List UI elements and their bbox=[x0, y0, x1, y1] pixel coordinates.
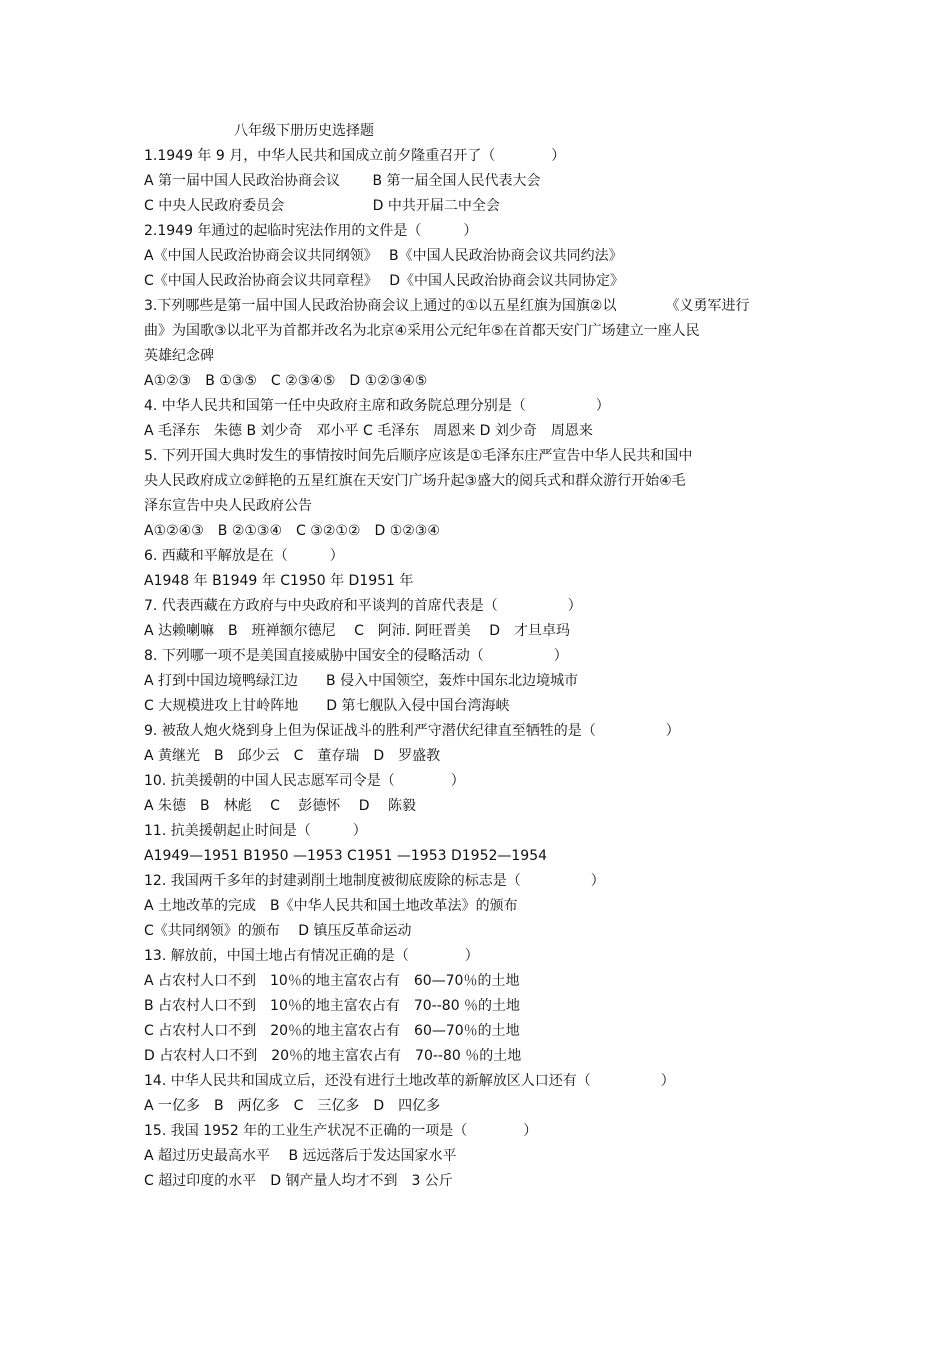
text-line: C 占农村人口不到 20％的地主富农占有 60—70％的土地 bbox=[144, 1023, 520, 1039]
text-line: A 一亿多 B 两亿多 C 三亿多 D 四亿多 bbox=[144, 1098, 441, 1114]
question-list bbox=[144, 146, 824, 1196]
text-line: 6. 西藏和平解放是在（ ） bbox=[144, 548, 344, 564]
text-line: 泽东宣告中央人民政府公告 bbox=[144, 498, 312, 514]
text-line: 4. 中华人民共和国第一任中央政府主席和政务院总理分别是（ ） bbox=[144, 398, 610, 414]
text-line: A 土地改革的完成 B《中华人民共和国土地改革法》的颁布 bbox=[144, 898, 518, 914]
text-line: A 黄继光 B 邱少云 C 董存瑞 D 罗盛教 bbox=[144, 748, 441, 764]
text-line: A 打到中国边境鸭绿江边 B 侵入中国领空，轰炸中国东北边境城市 bbox=[144, 673, 579, 689]
document-title: 八年级下册历史选择题 bbox=[234, 123, 374, 139]
text-line: D 占农村人口不到 20％的地主富农占有 70--80 ％的土地 bbox=[144, 1048, 522, 1064]
text-line: A 第一届中国人民政治协商会议 B 第一届全国人民代表大会 bbox=[144, 173, 541, 189]
text-line: A 朱德 B 林彪 C 彭德怀 D 陈毅 bbox=[144, 798, 416, 814]
text-line: 10. 抗美援朝的中国人民志愿军司令是（ ） bbox=[144, 773, 465, 789]
text-line: A①②③ B ①③⑤ C ②③④⑤ D ①②③④⑤ bbox=[144, 373, 428, 389]
text-line: A 超过历史最高水平 B 远远落后于发达国家水平 bbox=[144, 1148, 457, 1164]
text-line: 5. 下列开国大典时发生的事情按时间先后顺序应该是①毛泽东庄严宣告中华人民共和国中 bbox=[144, 448, 693, 464]
text-line: C《中国人民政治协商会议共同章程》 D《中国人民政治协商会议共同协定》 bbox=[144, 273, 625, 289]
text-line: B 占农村人口不到 10％的地主富农占有 70--80 ％的土地 bbox=[144, 998, 521, 1014]
text-line: 12. 我国两千多年的封建剥削土地制度被彻底废除的标志是（ ） bbox=[144, 873, 605, 889]
text-line: 9. 被敌人炮火烧到身上但为保证战斗的胜利严守潜伏纪律直至牺牲的是（ ） bbox=[144, 723, 680, 739]
text-line: A 占农村人口不到 10％的地主富农占有 60—70％的土地 bbox=[144, 973, 520, 989]
text-line: 2.1949 年通过的起临时宪法作用的文件是（ ） bbox=[144, 223, 478, 239]
text-line: 1.1949 年 9 月，中华人民共和国成立前夕隆重召开了（ ） bbox=[144, 148, 566, 164]
text-line: A 达赖喇嘛 B 班禅额尔德尼 C 阿沛. 阿旺晋美 D 才旦卓玛 bbox=[144, 623, 570, 639]
text-line: A1949—1951 B1950 —1953 C1951 —1953 D1952—1954 bbox=[144, 848, 548, 864]
text-line: 7. 代表西藏在方政府与中央政府和平谈判的首席代表是（ ） bbox=[144, 598, 582, 614]
text-line: C 大规模进攻上甘岭阵地 D 第七舰队入侵中国台湾海峡 bbox=[144, 698, 510, 714]
text-line: 曲》为国歌③以北平为首都并改名为北京④采用公元纪年⑤在首都天安门广场建立一座人民 bbox=[144, 323, 700, 339]
text-line: 3.下列哪些是第一届中国人民政治协商会议上通过的①以五星红旗为国旗②以 《义勇军进行 bbox=[144, 298, 750, 314]
text-line: A1948 年 B1949 年 C1950 年 D1951 年 bbox=[144, 573, 414, 589]
text-line: C 超过印度的水平 D 钢产量人均才不到 3 公斤 bbox=[144, 1173, 453, 1189]
text-line: 8. 下列哪一项不是美国直接威胁中国安全的侵略活动（ ） bbox=[144, 648, 568, 664]
text-line: C 中央人民政府委员会 D 中共开届二中全会 bbox=[144, 198, 500, 214]
text-line: A①②④③ B ②①③④ C ③②①② D ①②③④ bbox=[144, 523, 440, 539]
text-line: 央人民政府成立②鲜艳的五星红旗在天安门广场升起③盛大的阅兵式和群众游行开始④毛 bbox=[144, 473, 686, 489]
text-line: 英雄纪念碑 bbox=[144, 348, 214, 364]
text-line: A 毛泽东 朱德 B 刘少奇 邓小平 C 毛泽东 周恩来 D 刘少奇 周恩来 bbox=[144, 423, 593, 439]
text-line: C《共同纲领》的颁布 D 镇压反革命运动 bbox=[144, 923, 412, 939]
text-line: A《中国人民政治协商会议共同纲领》 B《中国人民政治协商会议共同约法》 bbox=[144, 248, 623, 264]
text-line: 15. 我国 1952 年的工业生产状况不正确的一项是（ ） bbox=[144, 1123, 538, 1139]
text-line: 13. 解放前，中国土地占有情况正确的是（ ） bbox=[144, 948, 479, 964]
text-line: 11. 抗美援朝起止时间是（ ） bbox=[144, 823, 367, 839]
text-line: 14. 中华人民共和国成立后，还没有进行土地改革的新解放区人口还有（ ） bbox=[144, 1073, 675, 1089]
